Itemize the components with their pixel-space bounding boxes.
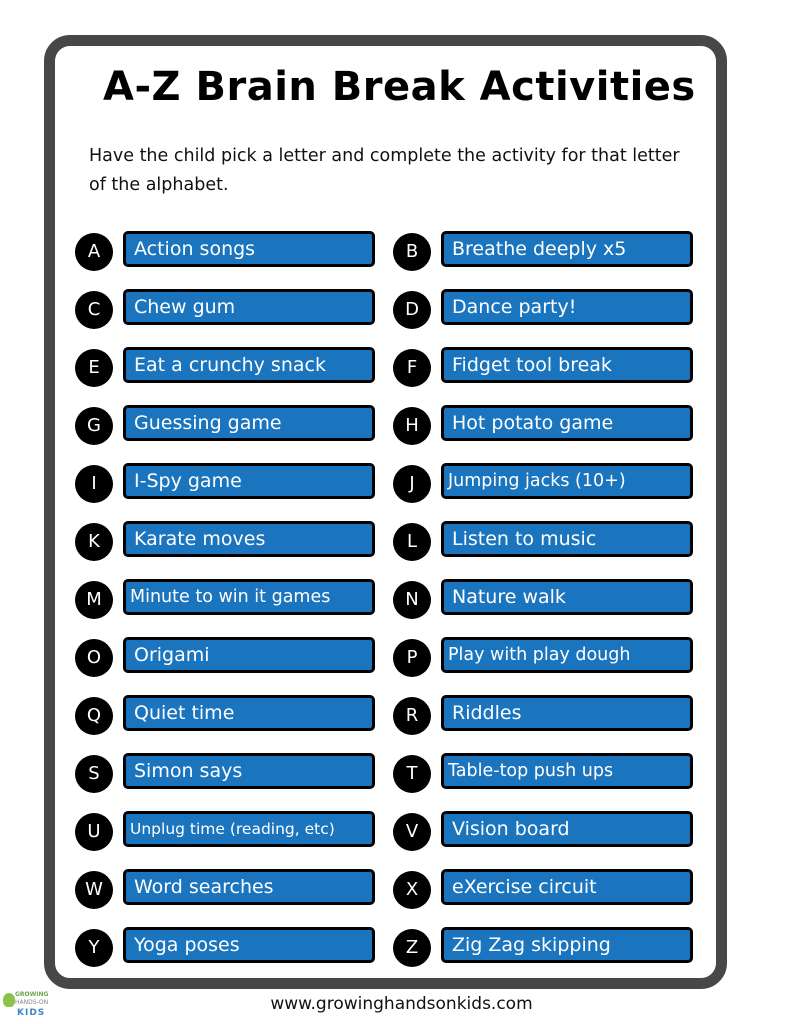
activity-label: Eat a crunchy snack — [123, 347, 375, 383]
activity-label: Dance party! — [441, 289, 693, 325]
activity-row — [75, 695, 705, 735]
activity-item — [393, 289, 693, 329]
letter-badge: U — [75, 813, 113, 851]
letter-badge: V — [393, 813, 431, 851]
activity-item — [393, 521, 693, 561]
activity-item — [393, 231, 693, 271]
activity-row — [75, 637, 705, 677]
activity-row — [75, 347, 705, 387]
letter-badge: I — [75, 465, 113, 503]
letter-badge: A — [75, 233, 113, 271]
letter-badge: M — [75, 581, 113, 619]
activity-label: Word searches — [123, 869, 375, 905]
activity-label: Minute to win it games — [123, 579, 375, 615]
page-title: A-Z Brain Break Activities — [103, 64, 696, 110]
letter-badge: W — [75, 871, 113, 909]
activity-row — [75, 579, 705, 619]
letter-badge: Y — [75, 929, 113, 967]
activity-label: Guessing game — [123, 405, 375, 441]
activity-label: Jumping jacks (10+) — [441, 463, 693, 499]
activity-label: Listen to music — [441, 521, 693, 557]
letter-badge: X — [393, 871, 431, 909]
activity-item — [393, 695, 693, 735]
logo-text-growing: GROWING — [15, 991, 49, 998]
activity-label: Action songs — [123, 231, 375, 267]
letter-badge: B — [393, 233, 431, 271]
activity-row — [75, 869, 705, 909]
letter-badge: O — [75, 639, 113, 677]
letter-badge: P — [393, 639, 431, 677]
activity-item — [75, 289, 375, 329]
logo-text-hands-on: HANDS-ON — [15, 999, 49, 1006]
activity-item — [75, 405, 375, 445]
letter-badge: L — [393, 523, 431, 561]
activity-item — [75, 637, 375, 677]
activity-row — [75, 927, 705, 967]
activity-item — [75, 347, 375, 387]
letter-badge: Z — [393, 929, 431, 967]
letter-badge: T — [393, 755, 431, 793]
letter-badge: F — [393, 349, 431, 387]
activity-row — [75, 811, 705, 851]
activity-item — [393, 347, 693, 387]
activity-item — [75, 521, 375, 561]
activity-item — [75, 753, 375, 793]
letter-badge: Q — [75, 697, 113, 735]
website-url[interactable]: www.growinghandsonkids.com — [270, 994, 533, 1014]
activity-item — [75, 869, 375, 909]
activity-label: Play with play dough — [441, 637, 693, 673]
activity-item — [75, 463, 375, 503]
activity-item — [75, 927, 375, 967]
activity-item — [393, 869, 693, 909]
activity-label: Origami — [123, 637, 375, 673]
activity-label: Chew gum — [123, 289, 375, 325]
letter-badge: E — [75, 349, 113, 387]
activity-item — [75, 579, 375, 619]
activity-label: eXercise circuit — [441, 869, 693, 905]
activity-label: Simon says — [123, 753, 375, 789]
activity-label: Karate moves — [123, 521, 375, 557]
activity-item — [393, 463, 693, 503]
activity-label: Fidget tool break — [441, 347, 693, 383]
letter-badge: S — [75, 755, 113, 793]
letter-badge: C — [75, 291, 113, 329]
activity-item — [75, 231, 375, 271]
activity-row — [75, 463, 705, 503]
letter-badge: K — [75, 523, 113, 561]
activity-row — [75, 753, 705, 793]
activity-label: Hot potato game — [441, 405, 693, 441]
letter-badge: J — [393, 465, 431, 503]
activity-label: Table-top push ups — [441, 753, 693, 789]
activity-item — [75, 695, 375, 735]
logo-text-kids: KIDS — [17, 1008, 46, 1018]
letter-badge: N — [393, 581, 431, 619]
activity-row — [75, 289, 705, 329]
activity-item — [393, 637, 693, 677]
activity-label: Riddles — [441, 695, 693, 731]
letter-badge: H — [393, 407, 431, 445]
activity-label: Nature walk — [441, 579, 693, 615]
activity-label: Breathe deeply x5 — [441, 231, 693, 267]
activity-item — [393, 927, 693, 967]
activity-label: Quiet time — [123, 695, 375, 731]
letter-badge: D — [393, 291, 431, 329]
activity-row — [75, 405, 705, 445]
instructions: Have the child pick a letter and complete the activity for that letter of the alphabet. — [89, 146, 680, 195]
activity-label: Unplug time (reading, etc) — [123, 811, 375, 847]
letter-badge: G — [75, 407, 113, 445]
activity-label: Yoga poses — [123, 927, 375, 963]
activity-row — [75, 521, 705, 561]
letter-badge: R — [393, 697, 431, 735]
activity-item — [393, 811, 693, 851]
activity-label: Zig Zag skipping — [441, 927, 693, 963]
activity-item — [393, 405, 693, 445]
activity-label: Vision board — [441, 811, 693, 847]
activity-item — [393, 753, 693, 793]
activity-item — [75, 811, 375, 851]
activity-row — [75, 231, 705, 271]
activity-item — [393, 579, 693, 619]
activity-label: I-Spy game — [123, 463, 375, 499]
